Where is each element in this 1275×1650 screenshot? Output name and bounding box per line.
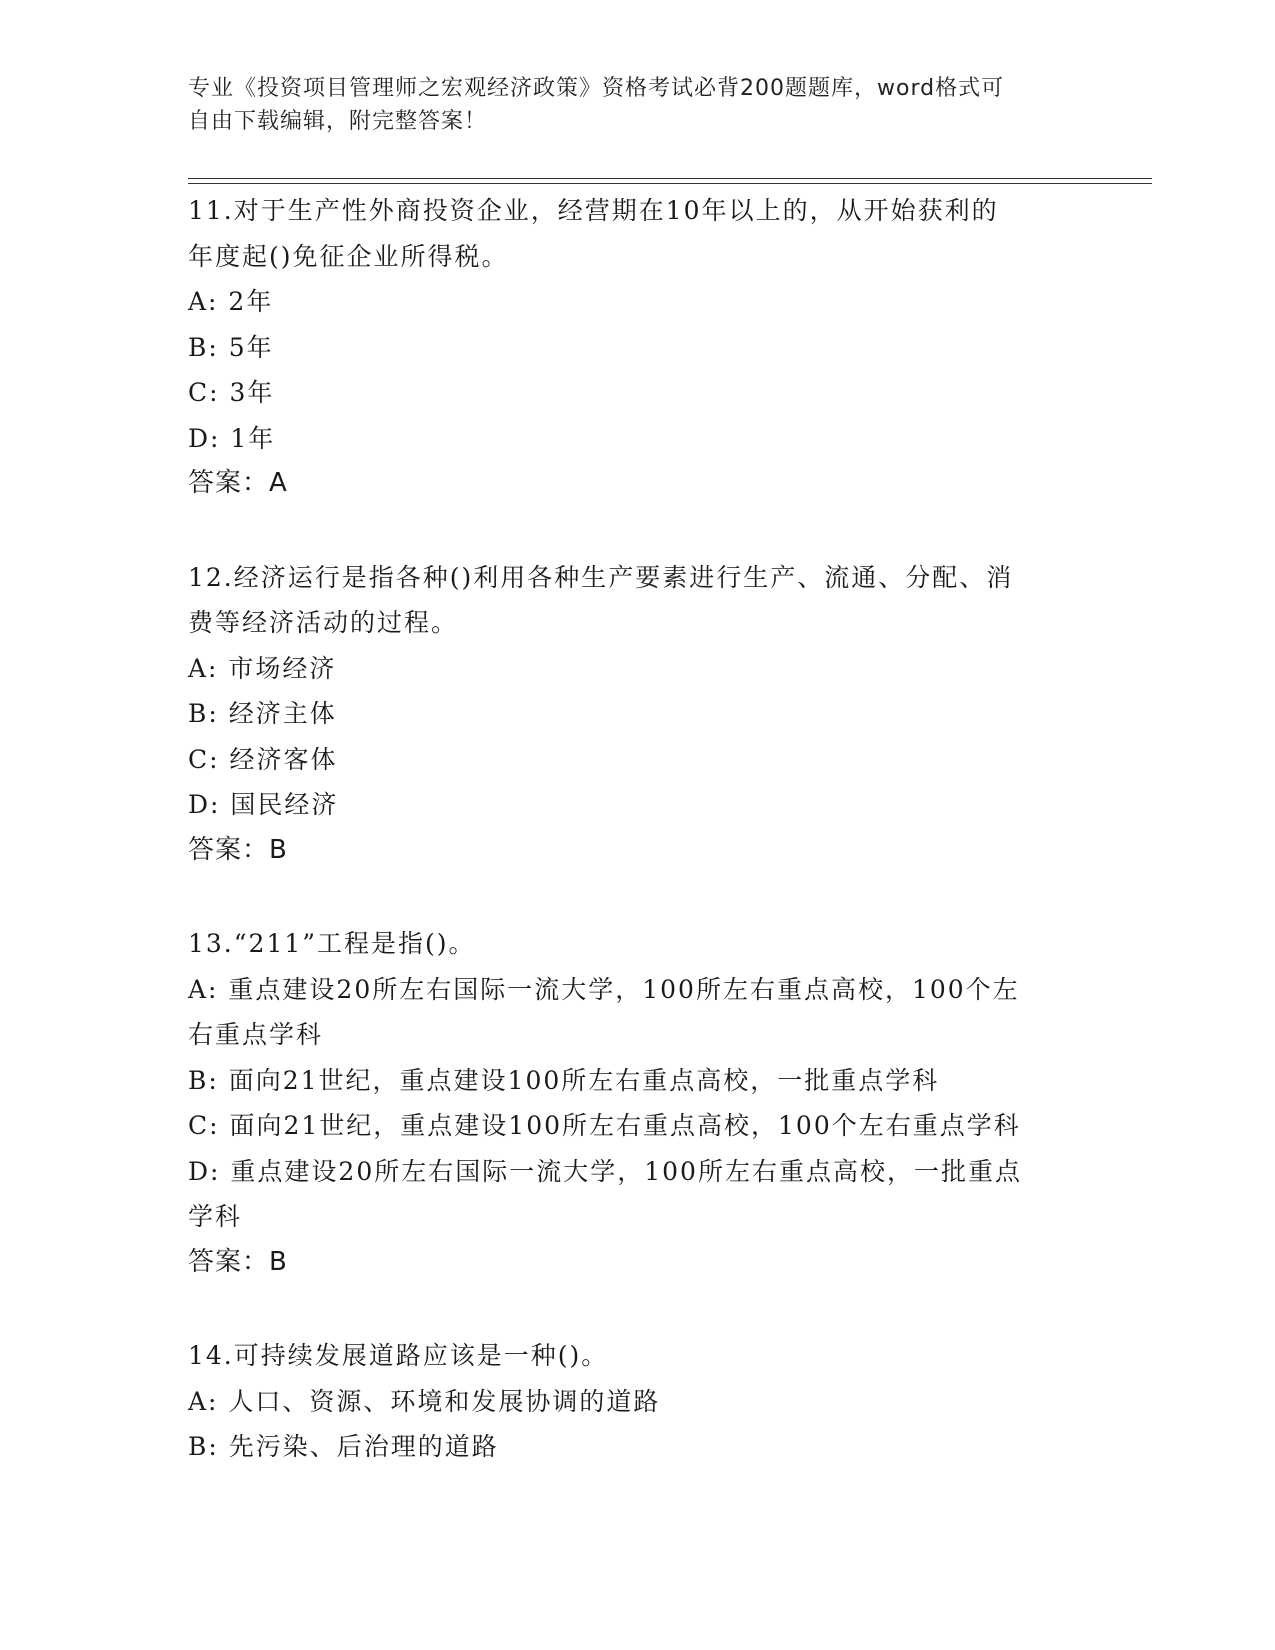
question-block <box>188 188 1088 507</box>
option-line: B: 经济主体 <box>188 699 337 728</box>
option-line: D: 重点建设20所左右国际一流大学，100所左右重点高校，一批重点 <box>188 1156 1022 1186</box>
option-line: 学科 <box>188 1202 243 1231</box>
question-stem-line: 11.对于生产性外商投资企业，经营期在10年以上的，从开始获利的 <box>188 196 999 225</box>
option-line: A: 重点建设20所左右国际一流大学，100所左右重点高校，100个左 <box>188 974 1020 1004</box>
option-line: C: 面向21世纪，重点建设100所左右重点高校，100个左右重点学科 <box>188 1111 1021 1140</box>
question-block <box>188 1333 1088 1470</box>
question-stem-line: 年度起()免征企业所得税。 <box>188 241 509 271</box>
option-line: A: 人口、资源、环境和发展协调的道路 <box>188 1386 661 1416</box>
option-line: B: 5年 <box>188 332 274 362</box>
header-rule-bottom <box>188 183 1152 184</box>
question-block <box>188 555 1088 874</box>
header-rule-top <box>188 178 1152 179</box>
option-line: B: 面向21世纪，重点建设100所左右重点高校，一批重点学科 <box>188 1065 940 1095</box>
option-line: C: 3年 <box>188 378 275 407</box>
question-list <box>188 188 1088 1470</box>
question-stem-line: 14.可持续发展道路应该是一种()。 <box>188 1341 609 1370</box>
question-block <box>188 921 1088 1285</box>
option-line: A: 市场经济 <box>188 653 337 683</box>
question-stem-line: 费等经济活动的过程。 <box>188 608 459 637</box>
question-stem-line: 12.经济运行是指各种()利用各种生产要素进行生产、流通、分配、消 <box>188 562 1014 592</box>
option-line: C: 经济客体 <box>188 744 338 774</box>
option-line: A: 2年 <box>188 287 274 316</box>
header-line-2: 自由下载编辑，附完整答案！ <box>188 109 488 134</box>
header-line-1: 专业《投资项目管理师之宏观经济政策》资格考试必背200题题库，word格式可 <box>188 76 1005 101</box>
option-line: B: 先污染、后治理的道路 <box>188 1432 499 1461</box>
answer-line: 答案：A <box>188 468 288 498</box>
question-stem-line: 13.“211”工程是指()。 <box>188 929 476 958</box>
document-header <box>188 72 1068 138</box>
answer-line: 答案：B <box>188 1246 288 1277</box>
option-line: D: 1年 <box>188 423 276 453</box>
option-line: 右重点学科 <box>188 1020 324 1049</box>
option-line: D: 国民经济 <box>188 790 339 819</box>
answer-line: 答案：B <box>188 834 288 865</box>
